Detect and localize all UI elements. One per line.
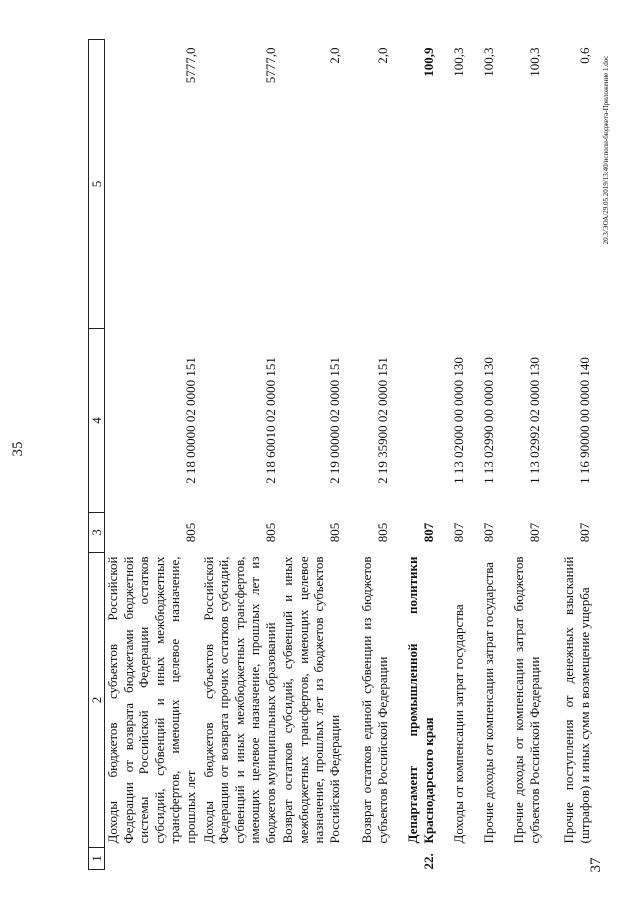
table-row [542, 40, 592, 870]
rotated-table-container [88, 40, 592, 870]
header-cell: 1 [89, 848, 105, 870]
row-description: Доходы бюджетов субъектов Российской Федерации от возврата бюджетами бюджетной системы Российской Федерации остатков субсидий, субвенций и иных межбюджетных трансфертов, имеющих целевое назначение, прошлых лет [105, 556, 198, 844]
row-description: Возврат остатков субсидий, субвенций и иных межбюджетных трансфертов, имеющих целевое назначение, прошлых лет из бюджетов субъектов Российской Федерации [280, 556, 342, 844]
row-amount: 0,6 [576, 47, 592, 64]
row-amount: 100,9 [420, 47, 436, 77]
header-cell: 4 [89, 329, 105, 513]
row-admin-code: 805 [182, 522, 198, 543]
table-row [466, 40, 496, 870]
row-amount: 5777,0 [262, 47, 278, 84]
row-number [105, 848, 199, 870]
row-amount: 2,0 [326, 47, 342, 64]
table-row [105, 40, 199, 870]
row-description: Возврат остатков единой субвенции из бюджетов субъектов Российской Федерации [359, 556, 390, 844]
row-admin-code: 805 [262, 522, 278, 543]
row-admin-code: 807 [450, 522, 466, 543]
row-description: Департамент промышленной политики Краснодарского края [405, 556, 436, 844]
row-admin-code: 805 [374, 522, 390, 543]
row-description: Доходы бюджетов субъектов Российской Федерации от возврата прочих остатков субсидий, субвенций и иных межбюджетных трансфертов, имеющих целевое назначение, прошлых лет из бюджетов муниципальных образований [200, 556, 278, 844]
row-description: Прочие доходы от компенсации затрат бюджетов субъектов Российской Федерации [511, 556, 542, 844]
row-number [436, 848, 466, 870]
row-admin-code: 807 [420, 522, 436, 543]
header-cell: 5 [89, 40, 105, 329]
header-cell: 2 [89, 553, 105, 848]
page-number: 35 [10, 441, 26, 457]
row-classification-code: 2 19 35900 02 0000 151 [374, 357, 390, 484]
table-row [198, 40, 278, 870]
table-row [342, 40, 390, 870]
row-classification-code: 1 13 02000 00 0000 130 [450, 357, 466, 484]
row-classification-code: 1 16 90000 00 0000 140 [576, 357, 592, 484]
document-path: 20.3/ЭОА/29.05.2019/13:40/исполн-бюджета-Приложение 1.doc [602, 55, 610, 245]
row-number: 22. [420, 853, 436, 870]
row-amount: 100,3 [450, 47, 466, 77]
row-amount: 2,0 [374, 47, 390, 64]
row-classification-code [390, 329, 436, 513]
row-classification-code: 2 18 00000 02 0000 151 [182, 357, 198, 484]
row-number [342, 848, 390, 870]
row-number [466, 848, 496, 870]
header-row [89, 40, 105, 870]
revenue-table [88, 39, 592, 870]
header-cell: 3 [89, 513, 105, 553]
row-admin-code: 807 [526, 522, 542, 543]
row-number [496, 848, 542, 870]
row-number [198, 848, 278, 870]
table-row [436, 40, 466, 870]
row-amount: 100,3 [526, 47, 542, 77]
table-row [496, 40, 542, 870]
row-description: Доходы от компенсации затрат государства [450, 604, 466, 844]
row-admin-code: 805 [326, 522, 342, 543]
footer-page-number: 37 [588, 857, 604, 873]
row-amount: 5777,0 [182, 47, 198, 84]
row-admin-code: 807 [480, 522, 496, 543]
row-classification-code: 1 13 02992 02 0000 130 [526, 357, 542, 484]
row-number [278, 848, 342, 870]
row-amount: 100,3 [480, 47, 496, 77]
row-description: Прочие поступления от денежных взысканий (штрафов) и иных сумм в возмещение ущерба [561, 556, 592, 844]
table-row [278, 40, 342, 870]
row-classification-code: 1 13 02990 00 0000 130 [480, 357, 496, 484]
row-classification-code: 2 19 00000 02 0000 151 [326, 357, 342, 484]
table-row [390, 40, 436, 870]
row-classification-code: 2 18 60010 02 0000 151 [262, 357, 278, 484]
row-description: Прочие доходы от компенсации затрат государства [480, 562, 496, 844]
row-admin-code: 807 [576, 522, 592, 543]
row-number [542, 848, 592, 870]
